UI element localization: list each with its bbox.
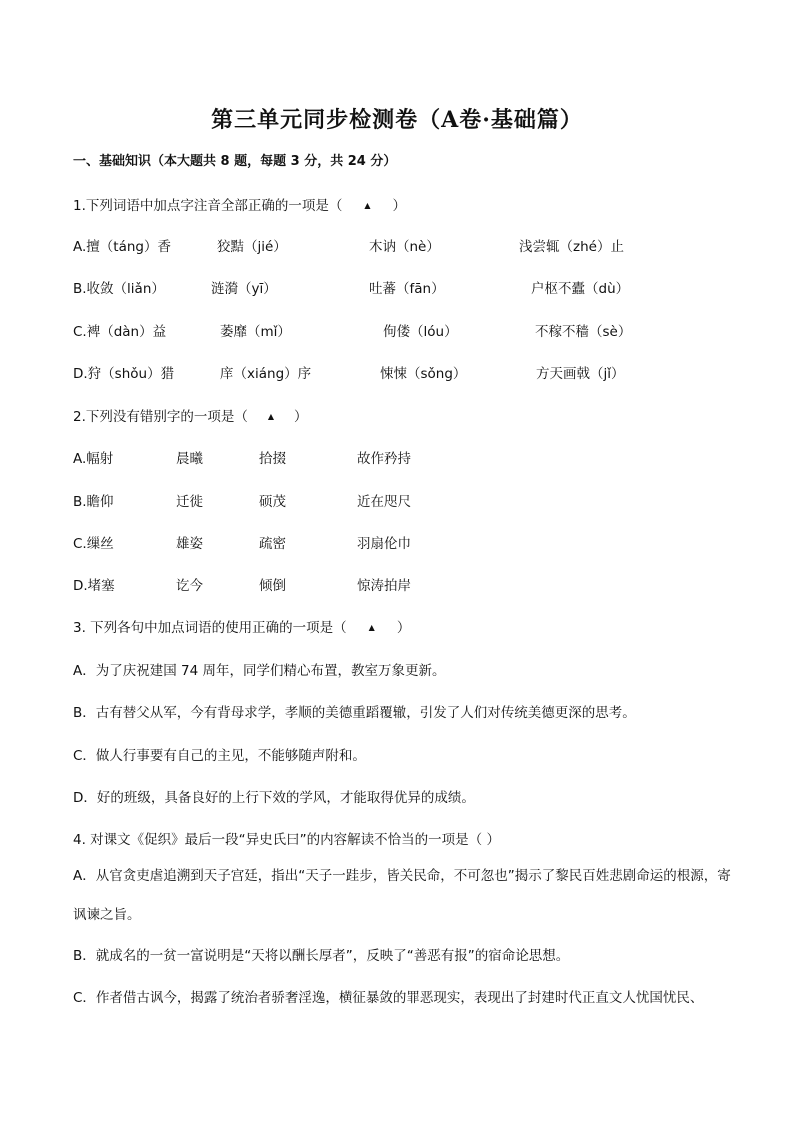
q2-option-d-4: 惊涛拍岸 [357, 578, 411, 594]
q2-option-c-3: 疏密 [259, 536, 286, 552]
q1-option-c-1: C.裨（dàn）益 [73, 324, 167, 340]
q2-option-a-1: A.幅射 [73, 451, 114, 467]
q1-option-d-4: 方天画戟（jǐ） [536, 366, 625, 382]
q4-option-a: A．从官贪吏虐追溯到天子宫廷，指出“天子一跬步，皆关民命，不可忽也”揭示了黎民百姓悲剧命运的根源，寄讽谏之旨。 [73, 868, 731, 923]
q1-option-b-1: B.收敛（liǎn） [73, 281, 165, 297]
answer-blank-close: ） [396, 620, 411, 636]
q2-option-row-d [0, 574, 794, 594]
q2-option-d-3: 倾倒 [259, 578, 286, 594]
q2-option-b-2: 迁徙 [176, 494, 203, 510]
q1-option-a-4: 浅尝辄（zhé）止 [519, 239, 624, 255]
q2-option-row-b [0, 490, 794, 510]
q1-option-row-b [0, 277, 794, 297]
q1-option-c-3: 佝偻（lóu） [383, 324, 458, 340]
question-4-stem: 4. 对课文《促织》最后一段“异史氏曰”的内容解读不恰当的一项是（ ） [73, 832, 500, 848]
answer-blank-mark: ▲ [364, 201, 371, 210]
q2-option-d-1: D.堵塞 [73, 578, 115, 594]
q2-option-c-2: 雄姿 [176, 536, 203, 552]
q1-option-d-1: D.狩（shǒu）猎 [73, 366, 175, 382]
answer-blank-close: ） [392, 198, 407, 214]
page-title: 第三单元同步检测卷（A卷·基础篇） [211, 107, 583, 133]
q1-option-row-c [0, 320, 794, 340]
q1-option-a-3: 木讷（nè） [369, 239, 440, 255]
q3-option-c: C．做人行事要有自己的主见，不能够随声附和。 [73, 748, 366, 764]
q3-option-b: B．古有替父从军，今有背母求学，孝顺的美德重蹈覆辙，引发了人们对传统美德更深的思考。 [73, 705, 636, 721]
answer-blank-close: ） [294, 409, 308, 425]
q1-option-b-3: 吐蕃（fān） [369, 281, 445, 297]
q2-option-c-4: 羽扇伦巾 [357, 536, 411, 552]
q2-option-c-1: C.缫丝 [73, 536, 114, 552]
question-2-text: 2.下列没有错别字的一项是（ [73, 409, 248, 425]
q1-option-c-2: 萎靡（mǐ） [220, 324, 291, 340]
q2-option-d-2: 讫今 [176, 578, 203, 594]
question-2-stem [73, 405, 308, 425]
q1-option-a-1: A.擅（táng）香 [73, 239, 171, 255]
q2-option-b-4: 近在咫尺 [357, 494, 411, 510]
q3-option-d: D．好的班级，具备良好的上行下效的学风，才能取得优异的成绩。 [73, 790, 475, 806]
q1-option-a-2: 狡黠（jié） [217, 239, 287, 255]
answer-blank-mark: ▲ [267, 412, 275, 421]
q4-option-b: B．就成名的一贫一富说明是“天将以酬长厚者”，反映了“善恶有报”的宿命论思想。 [73, 948, 570, 964]
q1-option-b-2: 涟漪（yī） [211, 281, 277, 297]
q2-option-b-1: B.瞻仰 [73, 494, 114, 510]
question-1-text: 1.下列词语中加点字注音全部正确的一项是（ [73, 198, 343, 214]
question-1-stem [73, 194, 406, 214]
question-3-text: 3. 下列各句中加点词语的使用正确的一项是（ [73, 620, 347, 636]
q1-option-row-d [0, 362, 794, 382]
q2-option-row-a [0, 447, 794, 467]
q2-option-a-4: 故作矜持 [357, 451, 411, 467]
q2-option-b-3: 硕茂 [259, 494, 286, 510]
q4-option-c: C．作者借古讽今，揭露了统治者骄奢淫逸，横征暴敛的罪恶现实，表现出了封建时代正直文人忧国忧民、 [73, 990, 704, 1006]
answer-blank-mark: ▲ [368, 623, 375, 632]
q1-option-b-4: 户枢不蠹（dù） [531, 281, 630, 297]
q1-option-c-4: 不稼不穑（sè） [535, 324, 632, 340]
q2-option-a-2: 晨曦 [176, 451, 203, 467]
q1-option-row-a [0, 235, 794, 255]
q2-option-a-3: 拾掇 [259, 451, 286, 467]
section-heading: 一、基础知识（本大题共 8 题，每题 3 分，共 24 分） [73, 154, 397, 169]
question-3-stem [73, 616, 410, 636]
q1-option-d-3: 悚悚（sǒng） [380, 366, 467, 382]
q3-option-a: A．为了庆祝建国 74 周年，同学们精心布置，教室万象更新。 [73, 663, 446, 679]
q2-option-row-c [0, 532, 794, 552]
q1-option-d-2: 庠（xiáng）序 [220, 366, 312, 382]
